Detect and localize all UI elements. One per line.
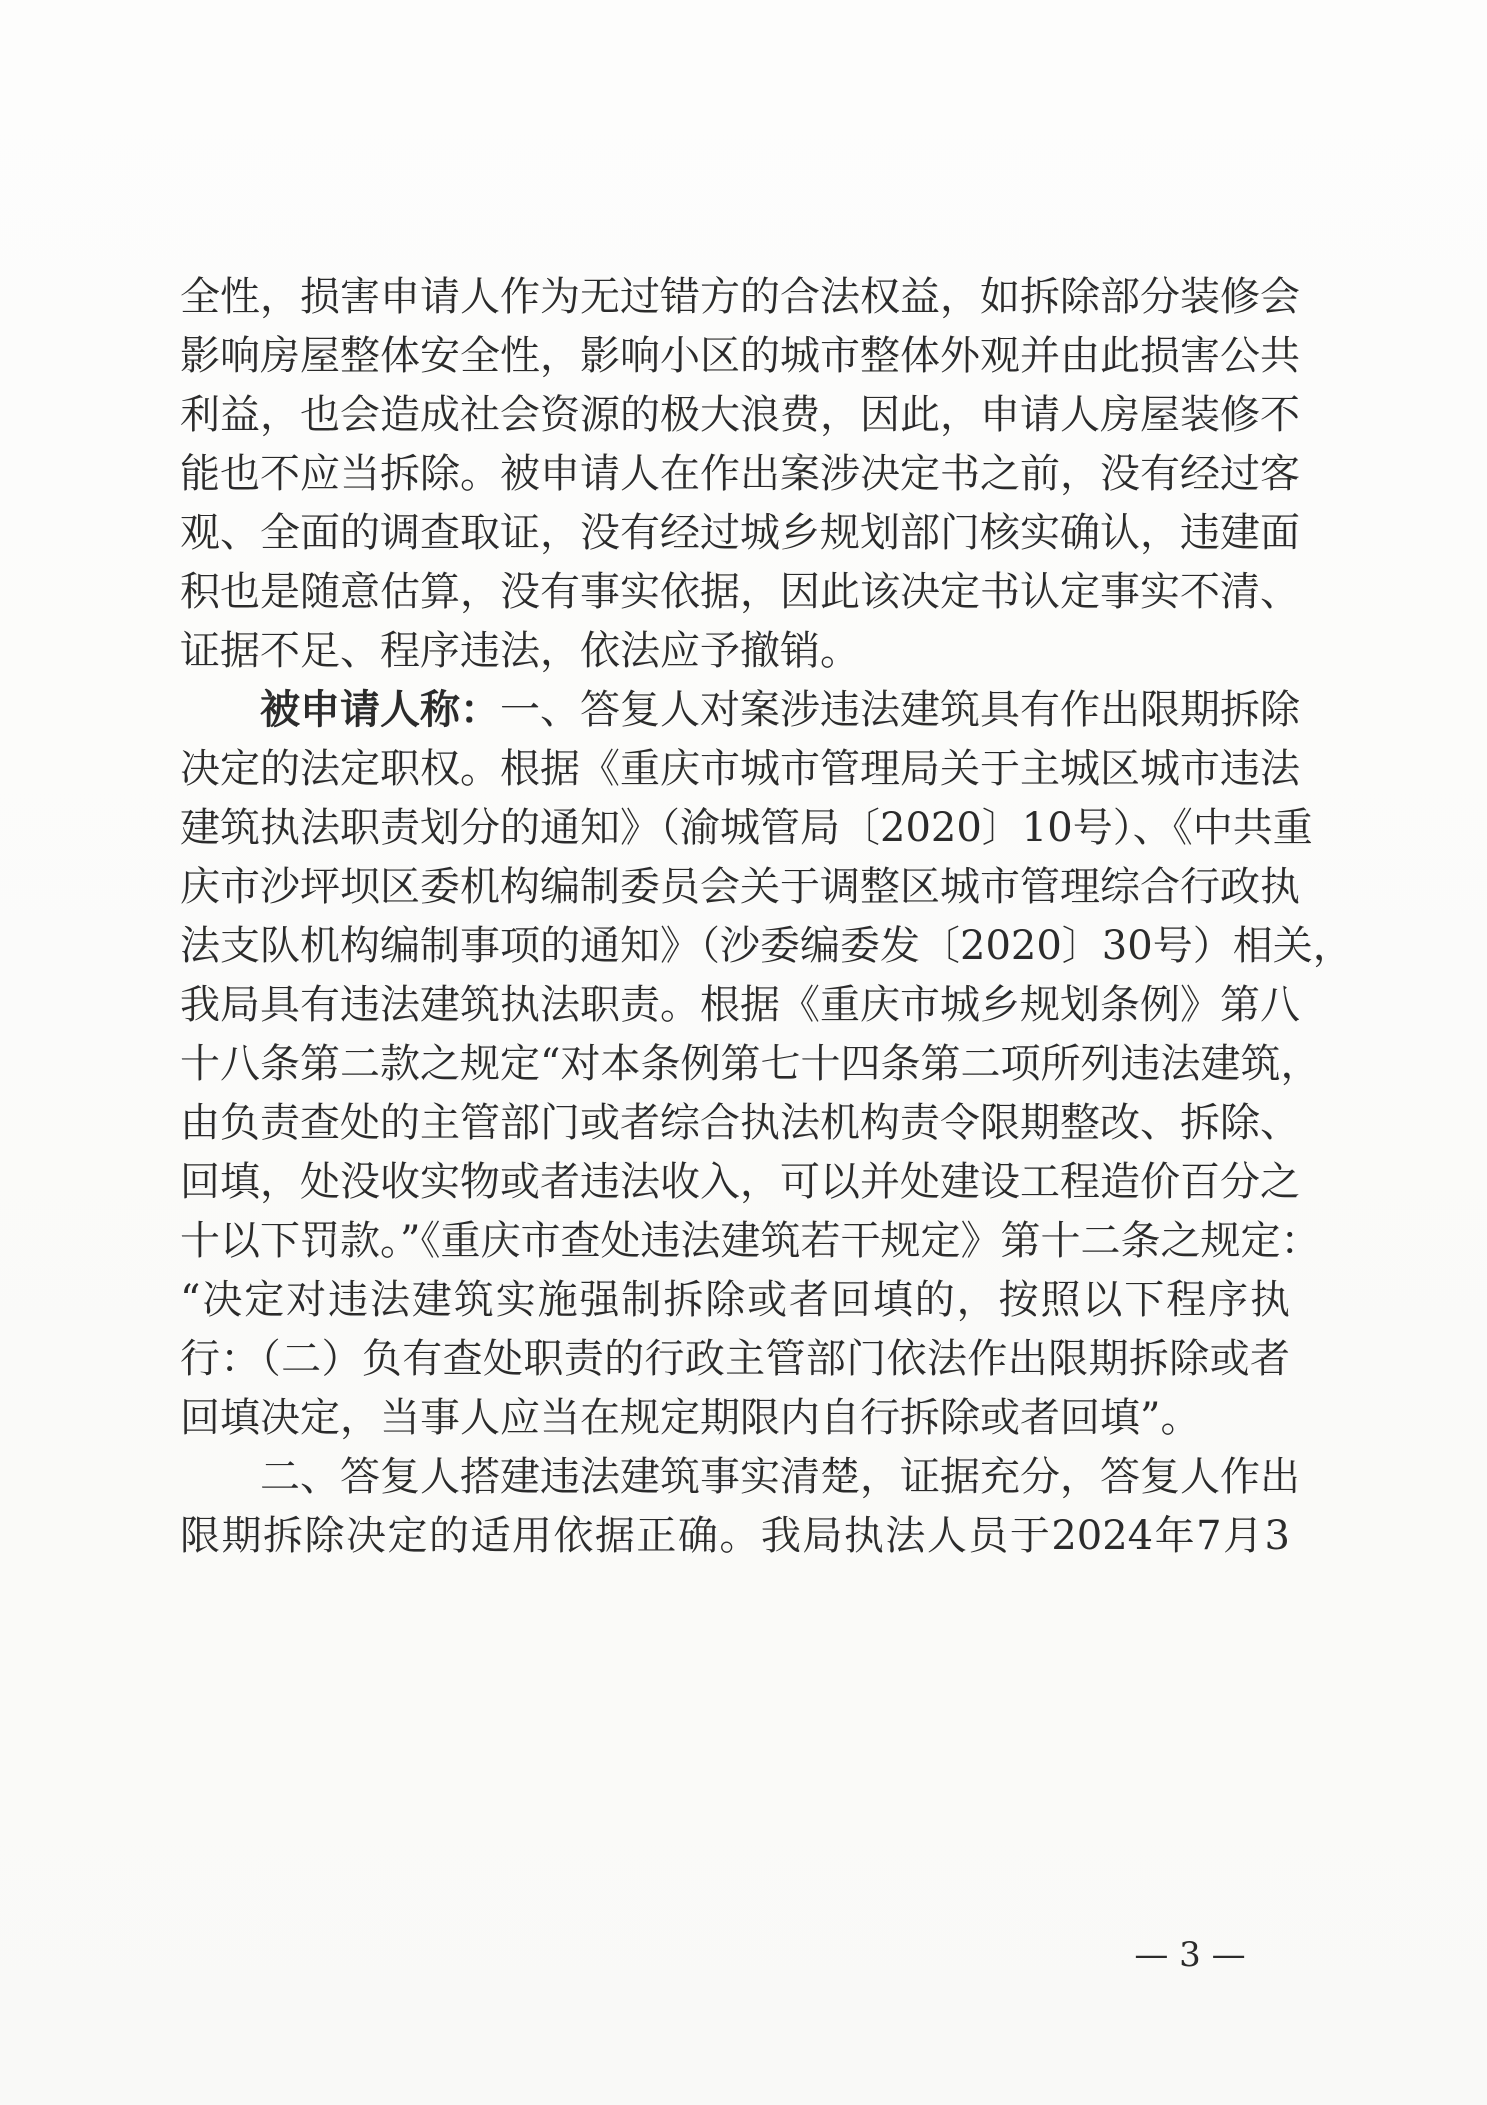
section-two-first-line: 二、答复人搭建违法建筑事实清楚，证据充分，答复人作出 [260,1454,1300,1500]
paragraph-line: 行：（二）负有查处职责的行政主管部门依法作出限期拆除或者 [180,1336,1290,1382]
paragraph-line: 决定的法定职权。根据《重庆市城市管理局关于主城区城市违法 [180,746,1300,792]
paragraph-line: 由负责查处的主管部门或者综合执法机构责令限期整改、拆除、 [180,1100,1300,1146]
paragraph-line: 观、全面的调查取证，没有经过城乡规划部门核实确认，违建面 [180,510,1300,556]
paragraph-line: 我局具有违法建筑执法职责。根据《重庆市城乡规划条例》第八 [180,982,1300,1028]
paragraph-line: 积也是随意估算，没有事实依据，因此该决定书认定事实不清、 [180,569,1300,615]
paragraph-line: 法支队机构编制事项的通知》（沙委编委发〔2020〕30号）相关， [180,923,1353,969]
paragraph-line: 回填决定，当事人应当在规定期限内自行拆除或者回填”。 [180,1395,1201,1441]
paragraph-line: 利益，也会造成社会资源的极大浪费，因此，申请人房屋装修不 [180,392,1300,438]
body-text [180,268,1353,1566]
paragraph-line: 建筑执法职责划分的通知》（渝城管局〔2020〕10号）、《中共重 [180,805,1313,851]
paragraph-line: 影响房屋整体安全性，影响小区的城市整体外观并由此损害公共 [180,333,1300,379]
paragraph-line: 十八条第二款之规定“对本条例第七十四条第二项所列违法建筑， [180,1041,1321,1087]
page-number: — 3 — [1134,1935,1246,1975]
paragraph-line: 能也不应当拆除。被申请人在作出案涉决定书之前，没有经过客 [180,451,1300,497]
paragraph-line: 限期拆除决定的适用依据正确。我局执法人员于2024年7月3 [180,1513,1290,1559]
respondent-label: 被申请人称： [260,687,500,733]
paragraph-line: 回填，处没收实物或者违法收入，可以并处建设工程造价百分之 [180,1159,1300,1205]
paragraph-line: 十以下罚款。”《重庆市查处违法建筑若干规定》第十二条之规定： [180,1218,1321,1264]
paragraph-line: “决定对违法建筑实施强制拆除或者回填的，按照以下程序执 [180,1277,1290,1323]
paragraph-line: 庆市沙坪坝区委机构编制委员会关于调整区城市管理综合行政执 [180,864,1300,910]
respondent-first-text: 一、答复人对案涉违法建筑具有作出限期拆除 [500,687,1300,733]
paragraph-line: 证据不足、程序违法，依法应予撤销。 [180,628,860,674]
paragraph-line: 全性，损害申请人作为无过错方的合法权益，如拆除部分装修会 [180,274,1300,320]
respondent-first-line [180,681,1300,740]
